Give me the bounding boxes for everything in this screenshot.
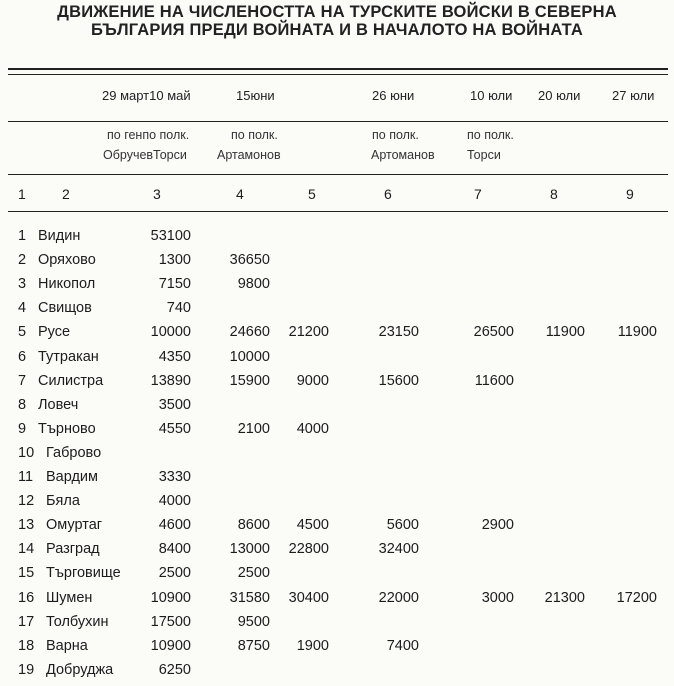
row-value-c6: 5600: [386, 517, 419, 534]
table-row: [0, 276, 674, 300]
row-value-c6: 15600: [378, 372, 419, 389]
table-row: [0, 541, 674, 565]
row-location: Свищов: [38, 300, 92, 317]
row-value-c4: 8600: [237, 517, 270, 534]
row-value-c6: 7400: [386, 637, 419, 654]
row-value-c5: 4500: [296, 517, 329, 534]
row-location: Шумен: [46, 589, 93, 606]
row-value-c3: 53100: [150, 228, 191, 244]
row-location: Ловеч: [38, 396, 79, 413]
row-location: Никопол: [38, 276, 96, 293]
row-value-c4: 9500: [237, 613, 270, 630]
row-number: 10: [18, 444, 35, 461]
column-number-6: 6: [384, 186, 392, 202]
row-value-c9: 11900: [617, 324, 657, 341]
column-number-3: 3: [153, 186, 161, 202]
row-value-c9: 17200: [616, 589, 657, 606]
row-number: 16: [18, 589, 35, 606]
row-number: 6: [18, 348, 27, 365]
row-value-c3: 3330: [158, 469, 191, 485]
row-value-c6: 22000: [378, 589, 419, 606]
row-location: Бяла: [46, 493, 80, 510]
row-value-c5: 1900: [296, 637, 329, 654]
table-row: [0, 590, 674, 614]
table-title-line-1: ДВИЖЕНИЕ НА ЧИСЛЕНОСТТА НА ТУРСКИТЕ ВОЙСКИ В СЕВЕРНА: [57, 3, 617, 21]
row-location: Търговище: [46, 565, 121, 582]
row-location: Добруджа: [46, 661, 114, 678]
table-row: [0, 662, 674, 686]
row-value-c4: 2500: [237, 565, 270, 582]
header-source-col-3-line1: по генпо полк.: [107, 128, 190, 142]
row-value-c3: 4550: [158, 420, 191, 437]
row-value-c7: 11600: [474, 372, 514, 389]
row-value-c5: 4000: [296, 420, 329, 437]
row-number: 1: [18, 228, 27, 244]
row-value-c3: 10000: [150, 324, 191, 341]
row-value-c5: 22800: [288, 541, 329, 558]
row-value-c3: 740: [166, 300, 191, 317]
row-location: Търново: [38, 420, 96, 437]
row-value-c3: 8400: [158, 541, 191, 558]
row-value-c4: 13000: [229, 541, 270, 558]
row-value-c8: 21300: [544, 589, 585, 606]
header-date-col-4: 15юни: [236, 88, 275, 103]
table-row: [0, 493, 674, 517]
table-row: [0, 565, 674, 589]
header-date-col-9: 27 юли: [612, 88, 655, 103]
column-number-2: 2: [62, 186, 70, 202]
row-location: Русе: [38, 324, 71, 341]
row-value-c5: 21200: [288, 324, 329, 341]
row-value-c6: 32400: [378, 541, 419, 558]
column-number-1: 1: [18, 186, 26, 202]
column-number-5: 5: [308, 186, 316, 202]
row-value-c7: 2900: [481, 517, 514, 534]
row-number: 2: [18, 252, 27, 269]
table-row: [0, 421, 674, 445]
row-number: 14: [18, 541, 35, 558]
row-location: Габрово: [46, 444, 102, 461]
row-value-c3: 13890: [150, 372, 191, 389]
row-value-c3: 4600: [158, 517, 191, 534]
row-value-c3: 10900: [150, 637, 191, 654]
row-value-c3: 3500: [158, 396, 191, 413]
header-source-col-4-line2: Артамонов: [217, 148, 281, 162]
row-number: 7: [18, 372, 27, 389]
row-number: 18: [18, 637, 35, 654]
header-date-col-7: 10 юли: [470, 88, 513, 103]
table-row: [0, 638, 674, 662]
row-number: 17: [18, 613, 35, 630]
column-number-4: 4: [236, 186, 244, 202]
column-number-8: 8: [550, 186, 558, 202]
table-row: [0, 517, 674, 541]
row-location: Варна: [46, 637, 88, 654]
row-value-c4: 9800: [237, 276, 270, 293]
table-row: [0, 373, 674, 397]
row-value-c3: 1300: [158, 252, 191, 269]
row-value-c8: 11900: [545, 324, 585, 341]
header-date-col-3: 29 март10 май: [102, 88, 191, 103]
header-rule-1: [8, 121, 668, 122]
row-number: 12: [18, 493, 35, 510]
row-value-c4: 36650: [229, 252, 270, 269]
row-value-c3: 6250: [158, 661, 191, 678]
column-number-9: 9: [626, 186, 634, 202]
row-value-c4: 31580: [229, 589, 270, 606]
row-value-c4: 15900: [229, 372, 270, 389]
row-value-c5: 30400: [288, 589, 329, 606]
table-row: [0, 469, 674, 493]
row-value-c6: 23150: [378, 324, 419, 341]
header-source-col-3-line2: ОбручевТорси: [103, 148, 187, 162]
row-location: Видин: [38, 228, 81, 244]
header-date-col-6: 26 юни: [372, 88, 415, 103]
top-rule-thin: [8, 74, 668, 75]
row-number: 3: [18, 276, 27, 293]
row-value-c3: 17500: [150, 613, 191, 630]
row-location: Тутракан: [38, 348, 99, 365]
row-value-c4: 10000: [229, 348, 270, 365]
table-row: [0, 324, 674, 348]
row-number: 15: [18, 565, 35, 582]
row-location: Оряхово: [38, 252, 96, 269]
table-row: [0, 349, 674, 373]
row-number: 11: [18, 469, 34, 485]
row-value-c3: 2500: [158, 565, 191, 582]
top-rule: [8, 68, 668, 70]
table-row: [0, 397, 674, 421]
header-source-col-6-line2: Артоманов: [371, 148, 435, 162]
row-value-c3: 7150: [158, 276, 191, 293]
row-value-c3: 4350: [158, 348, 191, 365]
row-number: 8: [18, 396, 27, 413]
header-source-col-4-line1: по полк.: [231, 128, 278, 142]
row-value-c3: 10900: [150, 589, 191, 606]
table-title-line-2: БЪЛГАРИЯ ПРЕДИ ВОЙНАТА И В НАЧАЛОТО НА ВОЙНАТА: [90, 21, 584, 39]
header-source-col-6-line1: по полк.: [372, 128, 419, 142]
table-row: [0, 445, 674, 469]
table-row: [0, 614, 674, 638]
row-number: 19: [18, 661, 35, 678]
row-number: 5: [18, 324, 27, 341]
row-location: Вардим: [46, 469, 98, 485]
table-row: [0, 228, 674, 252]
header-source-col-7-line1: по полк.: [467, 128, 514, 142]
header-date-col-8: 20 юли: [538, 88, 581, 103]
row-value-c3: 4000: [158, 493, 191, 510]
row-number: 13: [18, 517, 35, 534]
row-value-c7: 26500: [473, 324, 514, 341]
table-row: [0, 300, 674, 324]
row-location: Силистра: [38, 372, 104, 389]
row-location: Толбухин: [46, 613, 109, 630]
row-number: 9: [18, 420, 27, 437]
row-value-c7: 3000: [481, 589, 514, 606]
row-value-c4: 8750: [237, 637, 270, 654]
row-value-c4: 2100: [237, 420, 270, 437]
header-source-col-7-line2: Торси: [467, 148, 501, 162]
row-location: Омуртаг: [46, 517, 103, 534]
row-location: Разград: [46, 541, 100, 558]
row-value-c5: 9000: [296, 372, 329, 389]
column-number-7: 7: [474, 186, 482, 202]
header-rule-3: [8, 211, 668, 212]
header-rule-2: [8, 174, 668, 175]
row-value-c4: 24660: [229, 324, 270, 341]
table-row: [0, 252, 674, 276]
row-number: 4: [18, 300, 27, 317]
